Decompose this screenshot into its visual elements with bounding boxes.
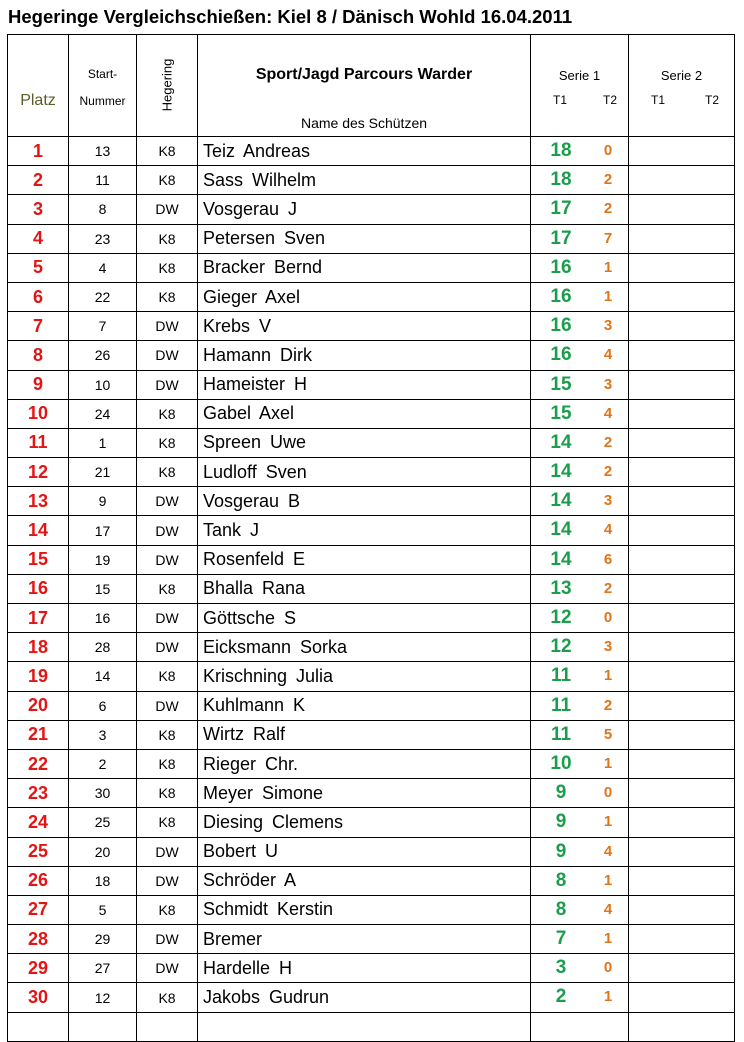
serie1-t1-value: 12: [550, 607, 572, 628]
hegering-cell: DW: [137, 954, 198, 983]
platz-cell: 21: [8, 720, 69, 749]
platz-cell: 9: [8, 370, 69, 399]
platz-cell: 26: [8, 866, 69, 895]
table-row: [8, 487, 735, 516]
start-number-cell: 2: [69, 749, 137, 778]
serie1-t2-value: 1: [603, 813, 613, 831]
serie1-t1-value: 3: [555, 957, 567, 979]
serie1-t1-value: 9: [555, 840, 567, 862]
shooter-name-cell: Rosenfeld E: [198, 545, 531, 574]
table-row: [8, 428, 735, 457]
header-hegering: Hegering: [159, 58, 175, 112]
hegering-cell: K8: [137, 253, 198, 282]
table-row: [8, 895, 735, 924]
serie1-t1-value: 12: [550, 636, 572, 658]
platz-cell: 19: [8, 662, 69, 691]
table-row: [8, 282, 735, 311]
serie2-cell: [629, 516, 735, 545]
serie1-cell: [531, 604, 629, 633]
platz-cell: 28: [8, 925, 69, 954]
table-row: [8, 866, 735, 895]
header-serie1-cell: [531, 35, 629, 137]
serie2-cell: [629, 166, 735, 195]
results-table: [7, 34, 735, 1042]
serie1-cell: [531, 487, 629, 516]
platz-cell: 27: [8, 895, 69, 924]
start-number-cell: 19: [69, 545, 137, 574]
start-number-cell: 5: [69, 895, 137, 924]
serie2-cell: [629, 458, 735, 487]
platz-cell: 18: [8, 633, 69, 662]
start-number-cell: 1: [69, 428, 137, 457]
shooter-name-cell: Vosgerau J: [198, 195, 531, 224]
serie1-t1-value: 16: [550, 285, 572, 307]
serie1-cell: [531, 545, 629, 574]
shooter-name-cell: Bobert U: [198, 837, 531, 866]
start-number-cell: 11: [69, 166, 137, 195]
shooter-name-cell: Meyer Simone: [198, 779, 531, 808]
serie2-cell: [629, 399, 735, 428]
start-number-cell: 26: [69, 341, 137, 370]
platz-cell: 11: [8, 428, 69, 457]
table-row: [8, 574, 735, 603]
header-event-title: Sport/Jagd Parcours Warder: [255, 66, 473, 83]
serie1-t2-value: 2: [603, 200, 613, 218]
table-row: [8, 604, 735, 633]
serie1-t1-value: 2: [555, 986, 567, 1008]
serie1-t2-value: 2: [603, 579, 613, 597]
serie1-cell: [531, 808, 629, 837]
start-number-cell: 12: [69, 983, 137, 1012]
serie2-cell: [629, 224, 735, 253]
serie1-cell: [531, 166, 629, 195]
platz-cell: 29: [8, 954, 69, 983]
start-number-cell: 17: [69, 516, 137, 545]
start-number-cell: 18: [69, 866, 137, 895]
shooter-name-cell: Vosgerau B: [198, 487, 531, 516]
table-row: [8, 837, 735, 866]
serie1-t2-value: 0: [603, 142, 613, 159]
shooter-name-cell: Hameister H: [198, 370, 531, 399]
hegering-cell: K8: [137, 749, 198, 778]
serie2-cell: [629, 137, 735, 166]
serie1-cell: [531, 895, 629, 924]
header-serie2-cell: [629, 35, 735, 137]
hegering-cell: DW: [137, 312, 198, 341]
serie1-t2-value: 4: [603, 900, 613, 918]
start-number-cell: 23: [69, 224, 137, 253]
hegering-cell: DW: [137, 691, 198, 720]
platz-cell: 5: [8, 253, 69, 282]
serie1-t1-value: 7: [555, 928, 567, 950]
hegering-cell: K8: [137, 662, 198, 691]
hegering-cell: K8: [137, 428, 198, 457]
empty-serie2-cell: [629, 1012, 735, 1041]
serie1-t1-value: 8: [555, 898, 567, 920]
hegering-cell: DW: [137, 370, 198, 399]
serie1-t2-value: 1: [603, 258, 613, 276]
serie1-t1-value: 18: [550, 169, 572, 191]
table-row: [8, 224, 735, 253]
table-row: [8, 983, 735, 1012]
header-name-label: Name des Schützen: [300, 115, 428, 131]
start-number-cell: 6: [69, 691, 137, 720]
hegering-cell: DW: [137, 925, 198, 954]
serie2-cell: [629, 487, 735, 516]
serie1-cell: [531, 458, 629, 487]
hegering-cell: K8: [137, 399, 198, 428]
serie1-t1-value: 14: [550, 548, 572, 570]
serie1-t2-value: 0: [603, 609, 613, 626]
platz-cell: 6: [8, 282, 69, 311]
serie1-t2-value: 2: [603, 463, 613, 481]
header-serie2-t1: T1: [651, 93, 666, 107]
hegering-cell: DW: [137, 604, 198, 633]
header-start-cell: [69, 35, 137, 137]
serie1-t1-value: 17: [550, 227, 572, 249]
start-number-cell: 21: [69, 458, 137, 487]
serie1-t2-value: 0: [603, 959, 613, 977]
hegering-cell: K8: [137, 779, 198, 808]
empty-serie1-cell: [531, 1012, 629, 1041]
serie1-t2-value: 1: [603, 871, 613, 889]
serie2-cell: [629, 633, 735, 662]
serie1-t2-value: 5: [603, 725, 613, 743]
serie1-cell: [531, 574, 629, 603]
shooter-name-cell: Bhalla Rana: [198, 574, 531, 603]
serie1-t1-value: 16: [550, 344, 572, 366]
shooter-name-cell: Hardelle H: [198, 954, 531, 983]
hegering-cell: K8: [137, 224, 198, 253]
hegering-cell: K8: [137, 574, 198, 603]
shooter-name-cell: Rieger Chr.: [198, 749, 531, 778]
shooter-name-cell: Ludloff Sven: [198, 458, 531, 487]
shooter-name-cell: Tank J: [198, 516, 531, 545]
header-start-line2: Nummer: [79, 94, 126, 108]
platz-cell: 30: [8, 983, 69, 1012]
table-row: [8, 195, 735, 224]
serie1-cell: [531, 662, 629, 691]
serie1-t1-value: 13: [550, 577, 572, 599]
serie1-cell: [531, 516, 629, 545]
serie1-t2-value: 6: [603, 550, 613, 568]
serie1-cell: [531, 195, 629, 224]
results-body: [8, 137, 735, 1042]
start-number-cell: 24: [69, 399, 137, 428]
serie1-t1-value: 15: [550, 402, 572, 424]
serie2-cell: [629, 720, 735, 749]
start-number-cell: 3: [69, 720, 137, 749]
serie1-cell: [531, 312, 629, 341]
serie2-cell: [629, 574, 735, 603]
header-start-line1: Start-: [87, 67, 118, 81]
serie2-cell: [629, 866, 735, 895]
serie1-t2-value: 3: [603, 375, 613, 393]
header-name-cell: [198, 35, 531, 137]
table-row: [8, 166, 735, 195]
start-number-cell: 13: [69, 137, 137, 166]
platz-cell: 24: [8, 808, 69, 837]
hegering-cell: DW: [137, 516, 198, 545]
serie1-cell: [531, 253, 629, 282]
serie1-t2-value: 1: [603, 930, 613, 948]
serie1-cell: [531, 370, 629, 399]
platz-cell: 13: [8, 487, 69, 516]
shooter-name-cell: Gabel Axel: [198, 399, 531, 428]
serie1-t2-value: 4: [603, 346, 613, 364]
platz-cell: 8: [8, 341, 69, 370]
header-row: [8, 35, 735, 137]
serie1-t2-value: 3: [603, 492, 613, 510]
serie1-cell: [531, 925, 629, 954]
start-number-cell: 27: [69, 954, 137, 983]
header-serie1-t2: T2: [603, 93, 618, 107]
serie2-cell: [629, 895, 735, 924]
header-platz: Platz: [20, 92, 56, 109]
serie1-t2-value: 4: [603, 404, 613, 422]
platz-cell: 3: [8, 195, 69, 224]
serie1-t1-value: 14: [550, 461, 572, 483]
platz-cell: 17: [8, 604, 69, 633]
table-row: [8, 341, 735, 370]
shooter-name-cell: Diesing Clemens: [198, 808, 531, 837]
serie1-cell: [531, 866, 629, 895]
serie1-cell: [531, 224, 629, 253]
shooter-name-cell: Wirtz Ralf: [198, 720, 531, 749]
table-row: [8, 662, 735, 691]
serie1-t2-value: 3: [603, 638, 613, 656]
serie1-t1-value: 9: [555, 782, 567, 804]
hegering-cell: DW: [137, 545, 198, 574]
header-serie2: Serie 2: [660, 68, 703, 83]
serie2-cell: [629, 604, 735, 633]
serie1-cell: [531, 399, 629, 428]
serie2-cell: [629, 808, 735, 837]
table-row: [8, 545, 735, 574]
serie1-t2-value: 1: [603, 988, 613, 1006]
table-row: [8, 137, 735, 166]
start-number-cell: 30: [69, 779, 137, 808]
shooter-name-cell: Bracker Bernd: [198, 253, 531, 282]
serie1-t1-value: 18: [550, 140, 572, 161]
serie1-cell: [531, 720, 629, 749]
serie1-t2-value: 4: [603, 521, 613, 539]
serie2-cell: [629, 954, 735, 983]
start-number-cell: 22: [69, 282, 137, 311]
serie2-cell: [629, 253, 735, 282]
empty-platz-cell: [8, 1012, 69, 1041]
shooter-name-cell: Jakobs Gudrun: [198, 983, 531, 1012]
serie2-cell: [629, 282, 735, 311]
shooter-name-cell: Petersen Sven: [198, 224, 531, 253]
start-number-cell: 7: [69, 312, 137, 341]
shooter-name-cell: Kuhlmann K: [198, 691, 531, 720]
serie1-t1-value: 11: [550, 694, 572, 716]
serie1-t2-value: 1: [603, 754, 613, 772]
platz-cell: 23: [8, 779, 69, 808]
serie2-cell: [629, 312, 735, 341]
serie1-t2-value: 2: [603, 171, 613, 189]
start-number-cell: 10: [69, 370, 137, 399]
shooter-name-cell: Göttsche S: [198, 604, 531, 633]
serie2-cell: [629, 779, 735, 808]
shooter-name-cell: Eicksmann Sorka: [198, 633, 531, 662]
shooter-name-cell: Schmidt Kerstin: [198, 895, 531, 924]
serie2-cell: [629, 195, 735, 224]
serie1-t2-value: 2: [603, 433, 613, 451]
serie1-cell: [531, 428, 629, 457]
empty-start-number-cell: [69, 1012, 137, 1041]
serie1-cell: [531, 691, 629, 720]
hegering-cell: K8: [137, 895, 198, 924]
platz-cell: 12: [8, 458, 69, 487]
empty-shooter-name-cell: [198, 1012, 531, 1041]
shooter-name-cell: Teiz Andreas: [198, 137, 531, 166]
serie1-t1-value: 15: [550, 373, 572, 395]
serie1-t2-value: 2: [603, 696, 613, 714]
start-number-cell: 20: [69, 837, 137, 866]
serie1-cell: [531, 633, 629, 662]
serie1-cell: [531, 137, 629, 166]
hegering-cell: K8: [137, 166, 198, 195]
table-row: [8, 312, 735, 341]
table-row: [8, 370, 735, 399]
table-row: [8, 633, 735, 662]
shooter-name-cell: Sass Wilhelm: [198, 166, 531, 195]
table-row: [8, 399, 735, 428]
shooter-name-cell: Gieger Axel: [198, 282, 531, 311]
serie2-cell: [629, 691, 735, 720]
table-row: [8, 954, 735, 983]
serie2-cell: [629, 749, 735, 778]
serie1-cell: [531, 954, 629, 983]
serie1-cell: [531, 837, 629, 866]
table-row: [8, 720, 735, 749]
shooter-name-cell: Spreen Uwe: [198, 428, 531, 457]
serie2-cell: [629, 662, 735, 691]
shooter-name-cell: Krebs V: [198, 312, 531, 341]
platz-cell: 4: [8, 224, 69, 253]
serie1-t2-value: 1: [603, 287, 613, 305]
start-number-cell: 29: [69, 925, 137, 954]
start-number-cell: 15: [69, 574, 137, 603]
hegering-cell: K8: [137, 458, 198, 487]
start-number-cell: 28: [69, 633, 137, 662]
shooter-name-cell: Bremer: [198, 925, 531, 954]
serie1-t1-value: 14: [550, 519, 572, 541]
hegering-cell: DW: [137, 866, 198, 895]
shooter-name-cell: Schröder A: [198, 866, 531, 895]
platz-cell: 10: [8, 399, 69, 428]
serie1-cell: [531, 779, 629, 808]
header-serie1: Serie 1: [558, 68, 601, 83]
header-platz-cell: [8, 35, 69, 137]
header-hegering-cell: [137, 35, 198, 137]
table-row: [8, 808, 735, 837]
serie1-t2-value: 7: [603, 229, 613, 247]
serie1-t1-value: 16: [550, 256, 572, 278]
serie2-cell: [629, 925, 735, 954]
hegering-cell: K8: [137, 983, 198, 1012]
serie1-t1-value: 11: [550, 723, 572, 745]
hegering-cell: K8: [137, 137, 198, 166]
serie1-t2-value: 3: [603, 317, 613, 335]
platz-cell: 7: [8, 312, 69, 341]
serie2-cell: [629, 837, 735, 866]
serie1-t1-value: 10: [550, 752, 572, 774]
table-row: [8, 691, 735, 720]
header-serie2-t2: T2: [705, 93, 720, 107]
platz-cell: 20: [8, 691, 69, 720]
serie1-t1-value: 11: [550, 665, 572, 687]
start-number-cell: 25: [69, 808, 137, 837]
serie2-cell: [629, 545, 735, 574]
serie1-t1-value: 14: [550, 431, 572, 453]
serie1-t2-value: 4: [603, 842, 613, 860]
start-number-cell: 4: [69, 253, 137, 282]
platz-cell: 16: [8, 574, 69, 603]
empty-hegering-cell: [137, 1012, 198, 1041]
hegering-cell: DW: [137, 837, 198, 866]
serie1-cell: [531, 282, 629, 311]
platz-cell: 25: [8, 837, 69, 866]
platz-cell: 15: [8, 545, 69, 574]
serie1-t2-value: 1: [603, 667, 613, 685]
hegering-cell: DW: [137, 341, 198, 370]
serie2-cell: [629, 428, 735, 457]
serie1-t1-value: 8: [555, 869, 567, 891]
shooter-name-cell: Krischning Julia: [198, 662, 531, 691]
start-number-cell: 14: [69, 662, 137, 691]
empty-row: [8, 1012, 735, 1041]
hegering-cell: K8: [137, 282, 198, 311]
platz-cell: 1: [8, 137, 69, 166]
table-row: [8, 749, 735, 778]
table-row: [8, 253, 735, 282]
shooter-name-cell: Hamann Dirk: [198, 341, 531, 370]
serie1-cell: [531, 341, 629, 370]
header-serie1-t1: T1: [553, 93, 568, 107]
serie1-t1-value: 9: [555, 811, 567, 833]
table-row: [8, 516, 735, 545]
serie1-t1-value: 14: [550, 490, 572, 512]
start-number-cell: 8: [69, 195, 137, 224]
platz-cell: 2: [8, 166, 69, 195]
table-row: [8, 779, 735, 808]
hegering-cell: DW: [137, 195, 198, 224]
platz-cell: 14: [8, 516, 69, 545]
platz-cell: 22: [8, 749, 69, 778]
serie1-t2-value: 0: [603, 784, 613, 802]
serie1-cell: [531, 749, 629, 778]
serie1-t1-value: 16: [550, 315, 572, 337]
hegering-cell: K8: [137, 808, 198, 837]
hegering-cell: DW: [137, 633, 198, 662]
hegering-cell: DW: [137, 487, 198, 516]
table-row: [8, 458, 735, 487]
table-row: [8, 925, 735, 954]
start-number-cell: 16: [69, 604, 137, 633]
serie2-cell: [629, 983, 735, 1012]
serie1-t1-value: 17: [550, 198, 572, 220]
serie2-cell: [629, 370, 735, 399]
hegering-cell: K8: [137, 720, 198, 749]
serie1-cell: [531, 983, 629, 1012]
start-number-cell: 9: [69, 487, 137, 516]
document-title: Hegeringe Vergleichschießen: Kiel 8 / Dänisch Wohld 16.04.2011: [8, 6, 573, 27]
serie2-cell: [629, 341, 735, 370]
